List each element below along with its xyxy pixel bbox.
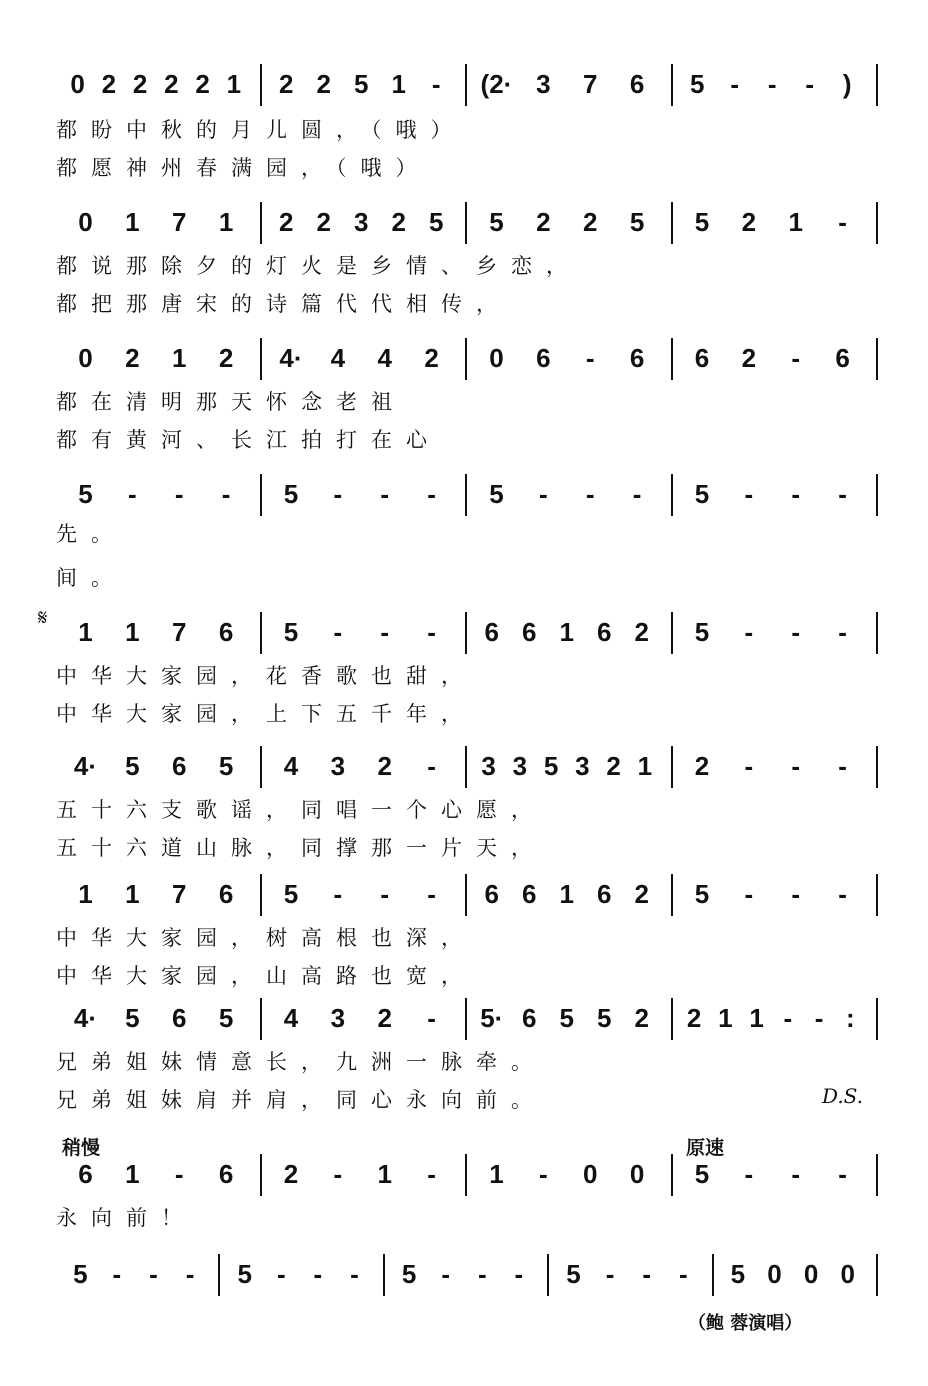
lyric-line: 都愿神州春满园，（哦）: [56, 156, 431, 180]
score-note: 5: [694, 879, 710, 909]
score-note: 2: [536, 207, 551, 237]
score-note: -: [744, 479, 754, 509]
score-note: 6: [522, 1003, 537, 1033]
bar-line: [671, 998, 673, 1040]
score-note: 0: [78, 343, 93, 373]
bar-line: [260, 474, 262, 516]
score-note: -: [149, 1259, 158, 1289]
score-note: -: [791, 1159, 801, 1189]
lyric-line: 中华大家园，花香歌也甜，: [56, 664, 476, 688]
lyric-line: 都在清明那天怀念老祖: [56, 390, 406, 414]
score-note: -: [744, 617, 754, 647]
score-note: -: [767, 69, 777, 99]
score-note: -: [838, 1159, 847, 1189]
score-note: 5: [218, 751, 234, 781]
score-note: 2: [316, 207, 331, 237]
score-note: -: [427, 617, 436, 647]
score-note: 5: [694, 207, 710, 237]
score-note: 5: [690, 69, 705, 99]
bar-line: [260, 64, 262, 106]
lyric-line: 中华大家园，山高路也宽，: [56, 964, 476, 988]
score-note: -: [276, 1259, 286, 1289]
score-note: -: [791, 879, 801, 909]
performer-credit: （鲍 蓉演唱）: [688, 1313, 803, 1334]
score-note: 5: [125, 1003, 140, 1033]
bar-line: [876, 874, 878, 916]
bar-line: [218, 1254, 220, 1296]
bar-line: [876, 1254, 878, 1296]
score-note: -: [585, 343, 595, 373]
score-note: 5: [489, 479, 504, 509]
score-note: -: [783, 1003, 793, 1033]
score-note: -: [744, 751, 754, 781]
score-note: 5: [283, 479, 299, 509]
lyric-line: 兄弟姐妹情意长，九洲一脉牵。: [56, 1050, 546, 1074]
score-note: -: [185, 1259, 195, 1289]
bar-line: [465, 474, 467, 516]
score-note: 1: [125, 207, 140, 237]
score-note: -: [791, 343, 801, 373]
bar-line: [260, 202, 262, 244]
score-note: 1: [78, 879, 93, 909]
score-note: -: [333, 479, 343, 509]
score-note: 1: [218, 207, 234, 237]
score-note: -: [814, 1003, 824, 1033]
lyric-line: 都有黄河、长江拍打在心: [56, 428, 441, 452]
score-note: -: [174, 479, 184, 509]
bar-line: [671, 474, 673, 516]
bar-line: [671, 746, 673, 788]
score-note: 7: [171, 207, 187, 237]
score-note: 2: [164, 69, 179, 99]
score-note: 2: [741, 343, 757, 373]
score-note: -: [791, 617, 801, 647]
lyric-line: 先。: [56, 522, 126, 546]
score-note: 4: [377, 343, 392, 373]
score-note: 3: [330, 751, 346, 781]
bar-line: [260, 338, 262, 380]
score-note: 1: [559, 879, 574, 909]
lyric-line: 五十六道山脉，同撑那一片天，: [56, 836, 546, 860]
tempo-slower-label: 稍慢: [62, 1137, 101, 1159]
score-note: 2: [377, 1003, 392, 1033]
score-note: -: [380, 879, 390, 909]
bar-line: [671, 64, 673, 106]
score-note: -: [333, 879, 343, 909]
ds-marking: D.S.: [822, 1084, 864, 1108]
score-note: 5: [237, 1259, 252, 1289]
score-note: 6: [171, 1003, 187, 1033]
score-note: -: [730, 69, 740, 99]
score-note: 5: [694, 1159, 710, 1189]
score-note: -: [127, 479, 137, 509]
score-note: -: [350, 1259, 359, 1289]
score-note: 6: [694, 343, 710, 373]
score-note: 1: [226, 69, 242, 99]
score-note: -: [431, 69, 441, 99]
score-note: 4·: [279, 343, 303, 373]
bar-line: [876, 474, 878, 516]
score-note: 1: [377, 1159, 392, 1189]
score-note: -: [427, 751, 436, 781]
bar-line: [671, 612, 673, 654]
score-note: 5: [543, 751, 559, 781]
score-note: 1: [125, 1159, 140, 1189]
score-note: 1: [559, 617, 574, 647]
score-note: 6: [218, 617, 234, 647]
score-note: 2: [634, 879, 649, 909]
score-note: 7: [171, 879, 187, 909]
score-note: -: [221, 479, 231, 509]
score-note: 0: [803, 1259, 819, 1289]
score-note: 2: [279, 207, 294, 237]
score-note: -: [112, 1259, 122, 1289]
score-note: -: [642, 1259, 652, 1289]
score-note: 4·: [73, 751, 97, 781]
score-note: 2: [101, 69, 117, 99]
score-note: 6: [536, 343, 551, 373]
score-note: 6: [522, 617, 537, 647]
score-note: -: [514, 1259, 524, 1289]
bar-line: [671, 202, 673, 244]
score-note: 3: [536, 69, 551, 99]
score-note: -: [838, 879, 847, 909]
score-note: 6: [522, 879, 537, 909]
score-note: 5: [597, 1003, 612, 1033]
score-note: 5: [283, 879, 299, 909]
score-note: -: [605, 1259, 615, 1289]
score-note: 5: [283, 617, 299, 647]
score-note: -: [791, 479, 801, 509]
bar-line: [876, 338, 878, 380]
score-note: -: [585, 479, 595, 509]
bar-line: [260, 746, 262, 788]
score-note: -: [380, 617, 390, 647]
score-note: 4: [283, 751, 299, 781]
score-note: (2·: [480, 69, 513, 99]
score-note: 3: [512, 751, 528, 781]
score-note: 5: [73, 1259, 88, 1289]
score-note: 6: [629, 69, 645, 99]
score-note: 6: [218, 1159, 234, 1189]
score-note: 2: [582, 207, 598, 237]
bar-line: [671, 338, 673, 380]
bar-line: [465, 746, 467, 788]
score-note: 5: [559, 1003, 574, 1033]
score-note: 6: [597, 879, 612, 909]
bar-line: [260, 612, 262, 654]
score-note: 4: [283, 1003, 299, 1033]
score-note: -: [427, 1003, 436, 1033]
score-note: 4·: [73, 1003, 97, 1033]
bar-line: [876, 612, 878, 654]
score-note: -: [838, 617, 847, 647]
score-note: 6: [484, 617, 499, 647]
bar-line: [260, 1154, 262, 1196]
score-note: -: [791, 751, 801, 781]
bar-line: [876, 64, 878, 106]
score-note: -: [380, 479, 390, 509]
score-note: 1: [125, 879, 140, 909]
score-note: 1: [489, 1159, 504, 1189]
score-note: 2: [132, 69, 148, 99]
score-note: -: [313, 1259, 323, 1289]
score-note: 6: [484, 879, 499, 909]
score-note: 5·: [480, 1003, 504, 1033]
score-note: 3: [481, 751, 496, 781]
score-note: 5: [78, 479, 93, 509]
score-note: 3: [575, 751, 590, 781]
bar-line: [465, 64, 467, 106]
score-note: 5: [429, 207, 444, 237]
score-note: 2: [424, 343, 439, 373]
score-note: -: [632, 479, 642, 509]
score-note: ): [842, 69, 852, 99]
bar-line: [876, 998, 878, 1040]
bar-line: [876, 202, 878, 244]
score-note: 2: [634, 1003, 649, 1033]
score-note: 2: [686, 1003, 702, 1033]
score-note: -: [838, 751, 847, 781]
score-note: 1: [125, 617, 140, 647]
score-note: -: [427, 479, 436, 509]
bar-line: [465, 1154, 467, 1196]
score-note: -: [744, 1159, 754, 1189]
lyric-line: 中华大家园，上下五千年，: [56, 702, 476, 726]
score-note: -: [477, 1259, 487, 1289]
score-note: 6: [629, 343, 645, 373]
score-note: -: [744, 879, 754, 909]
score-note: 0: [489, 343, 504, 373]
score-note: -: [805, 69, 815, 99]
score-note: 5: [730, 1259, 746, 1289]
bar-line: [465, 338, 467, 380]
score-note: 2: [377, 751, 392, 781]
score-note: 6: [218, 879, 234, 909]
score-note: 2: [606, 751, 621, 781]
lyric-line: 都盼中秋的月儿圆，（哦）: [56, 118, 466, 142]
score-note: 5: [566, 1259, 581, 1289]
score-note: -: [538, 479, 548, 509]
score-note: 7: [582, 69, 598, 99]
score-note: 1: [78, 617, 93, 647]
tempo-a-tempo-label: 原速: [686, 1137, 725, 1159]
score-note: 5: [218, 1003, 234, 1033]
score-note: 5: [125, 751, 140, 781]
score-note: 2: [279, 69, 294, 99]
score-note: 2: [391, 207, 406, 237]
score-note: 1: [391, 69, 406, 99]
score-note: 7: [171, 617, 187, 647]
score-note: -: [838, 207, 847, 237]
score-note: 2: [741, 207, 757, 237]
score-note: -: [333, 617, 343, 647]
score-note: -: [678, 1259, 688, 1289]
score-note: 2: [316, 69, 331, 99]
bar-line: [465, 874, 467, 916]
segno-sign: 𝄋: [38, 606, 48, 631]
score-note: 5: [694, 479, 710, 509]
score-note: 0: [840, 1259, 855, 1289]
score-note: 3: [354, 207, 369, 237]
score-note: 1: [749, 1003, 764, 1033]
score-note: 5: [629, 207, 645, 237]
score-note: 4: [330, 343, 346, 373]
score-note: 6: [835, 343, 850, 373]
score-note: 2: [195, 69, 210, 99]
lyric-line: 中华大家园，树高根也深，: [56, 926, 476, 950]
score-note: 5: [401, 1259, 417, 1289]
score-note: -: [538, 1159, 548, 1189]
bar-line: [547, 1254, 549, 1296]
bar-line: [712, 1254, 714, 1296]
score-note: 2: [218, 343, 234, 373]
score-note: 6: [78, 1159, 93, 1189]
bar-line: [260, 998, 262, 1040]
bar-line: [465, 202, 467, 244]
lyric-line: 兄弟姐妹肩并肩，同心永向前。: [56, 1088, 546, 1112]
bar-line: [465, 612, 467, 654]
score-note: 0: [582, 1159, 598, 1189]
score-note: :: [846, 1003, 855, 1033]
bar-line: [671, 1154, 673, 1196]
score-note: -: [174, 1159, 184, 1189]
score-note: -: [427, 879, 436, 909]
score-note: -: [441, 1259, 451, 1289]
bar-line: [671, 874, 673, 916]
score-note: -: [838, 479, 847, 509]
bar-line: [465, 998, 467, 1040]
lyric-line: 间。: [56, 566, 126, 590]
lyric-line: 都把那唐宋的诗篇代代相传，: [56, 292, 511, 316]
score-note: 1: [718, 1003, 733, 1033]
score-note: 6: [597, 617, 612, 647]
score-note: 1: [171, 343, 187, 373]
score-note: -: [427, 1159, 436, 1189]
bar-line: [383, 1254, 385, 1296]
score-note: 5: [489, 207, 504, 237]
score-note: 6: [171, 751, 187, 781]
score-note: 5: [694, 617, 710, 647]
score-note: 0: [78, 207, 93, 237]
score-note: -: [333, 1159, 343, 1189]
bar-line: [260, 874, 262, 916]
score-note: 0: [629, 1159, 645, 1189]
score-note: 5: [354, 69, 369, 99]
bar-line: [876, 746, 878, 788]
lyric-line: 都说那除夕的灯火是乡情、乡恋，: [56, 254, 581, 278]
lyric-line: 永向前！: [56, 1206, 196, 1230]
lyric-line: 五十六支歌谣，同唱一个心愿，: [56, 798, 546, 822]
score-note: 0: [767, 1259, 782, 1289]
score-note: 3: [330, 1003, 346, 1033]
score-note: 1: [788, 207, 803, 237]
score-note: 2: [694, 751, 710, 781]
score-note: 2: [125, 343, 140, 373]
score-note: 1: [637, 751, 653, 781]
score-note: 2: [634, 617, 649, 647]
bar-line: [876, 1154, 878, 1196]
score-note: 2: [283, 1159, 299, 1189]
score-note: 0: [70, 69, 85, 99]
